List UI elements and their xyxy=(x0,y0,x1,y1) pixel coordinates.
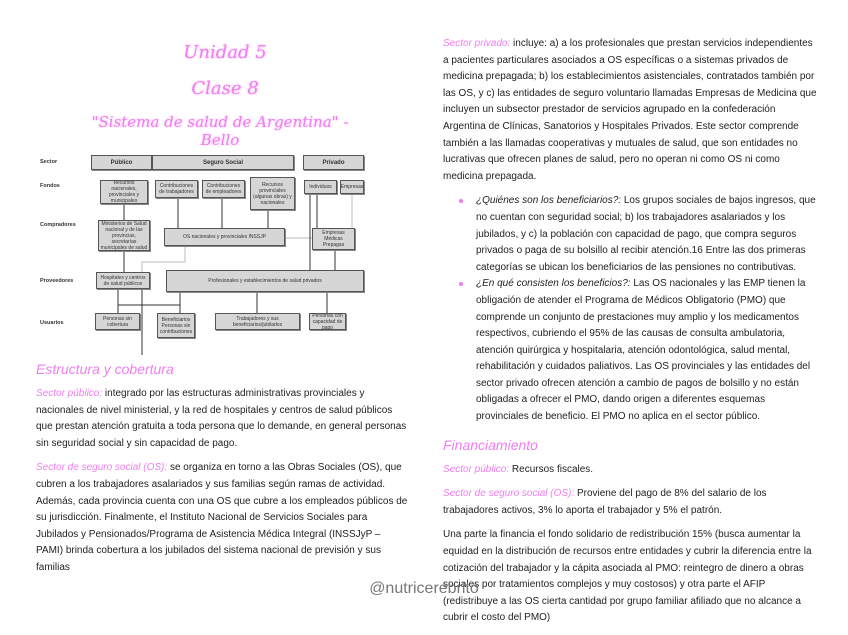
sector-publico: Público xyxy=(91,155,152,170)
term-sector-seguro-social: Sector de seguro social (OS): xyxy=(443,488,575,500)
right-column xyxy=(443,36,818,635)
paragraph-sector-privado xyxy=(443,36,818,185)
text: Recursos fiscales. xyxy=(509,463,594,475)
buyer-ministries: Ministerios de Salud nacional y de las provincias, secretarías municipales de salud xyxy=(98,220,150,251)
row-label-fondos: Fondos xyxy=(40,183,60,189)
fund-employer-contributions: Contribuciones de empleadores xyxy=(202,180,245,198)
row-label-usuarios: Usuarios xyxy=(40,320,64,326)
provider-public-hospitals: Hospitales y centros de salud públicos xyxy=(96,272,150,289)
question: ¿Quiénes son los beneficiarios?: xyxy=(476,195,622,207)
list-item xyxy=(459,276,818,425)
watermark: @nutricerebrito xyxy=(369,580,479,597)
row-label-proveedores: Proveedores xyxy=(40,278,74,284)
unit-title: Unidad 5 xyxy=(183,42,267,63)
text: integrado por las estructuras administrativas provinciales y nacionales de nivel ministerial, y la red de hospitales y centros de salud públicos que prestan atención gratuita a toda persona que lo demande, en general personas sin seguridad social y sin capacidad de pago. xyxy=(36,388,407,449)
user-beneficiaries: Beneficiarios Personas sin contribuciones xyxy=(157,313,195,338)
fund-provincial-resources: Recursos provinciales (algunas obras) y nacionales xyxy=(250,177,295,210)
buyer-os-inssjp: OS nacionales y provinciales INSSJP xyxy=(164,228,285,246)
text: incluye: a) a los profesionales que prestan servicios independientes a pacientes particulares asociados a OS específicas o a sistemas privados de medicina prepagada; b) los establecimientos asistenciales, contratados también por las OS, y c) las entidades de seguro voluntario llamadas Empresas de Medicina que incluyen un subsector prestador de servicios agrupado en la confederación Argentina de Clínicas, Sanatorios y Hospitales Privados. Este sector comprende también a las llamadas cooperativas y mutuales de salud, que son entidades no lucrativas que ofrecen planes de salud, pero no operan ni como OS ni como medicina prepagada. xyxy=(443,38,817,182)
row-label-compradores: Compradores xyxy=(40,222,76,228)
paragraph-financiamiento-os xyxy=(443,486,818,519)
list-item xyxy=(459,193,818,276)
bullet-list xyxy=(459,193,818,425)
buyer-prepaid: Empresas Médicas Prepagas xyxy=(312,228,355,250)
fund-individuals: Individuos xyxy=(304,180,337,194)
fund-worker-contributions: Contribuciones de trabajadores xyxy=(155,180,198,198)
document-subtitle: "Sistema de salud de Argentina" - Bello xyxy=(91,113,349,149)
provider-private: Profesionales y establecimientos de salud privados xyxy=(166,270,364,292)
row-label-sector: Sector xyxy=(40,159,58,165)
paragraph-sector-publico xyxy=(36,386,408,452)
left-column xyxy=(36,360,408,585)
paragraph-fondo-solidario: Una parte la financia el fondo solidario de redistribución 15% (busca aumentar la equidad en la distribución de recursos entre entidades y cubrir la diferencia entre la cotización del trabajador y la cápita asociada al PMO: reintegro de dinero a obras sociales por tratamientos complejos y muy costosos) y otra parte el AFIP (redistribuye a las OS cierta cantidad por grupo familiar afiliado que no alcance a cubrir el costo del PMO) xyxy=(443,529,812,624)
term-sector-publico: Sector público: xyxy=(443,463,510,475)
section-heading-financiamiento: Financiamiento xyxy=(443,436,538,453)
text: se organiza en torno a las Obras Sociales (OS), que cubren a los trabajadores asalariados y sus familias según ramas de actividad. Además, cada provincia cuenta con una OS que cubre a los empleados públicos de su jurisdicción. Finalmente, el Instituto Nacional de Servicios Sociales para Jubilados y Pensionados/Programa de Asistencia Médica Integral (INSSJyP – PAMI) brinda cobertura a los jubilados del sistema nacional de previsión y sus familias xyxy=(36,462,408,573)
user-paying: Personas con capacidad de pago xyxy=(309,313,346,330)
health-system-diagram xyxy=(30,150,375,355)
fund-public-resources: Recursos nacionales, provinciales y municipales xyxy=(100,180,148,204)
section-heading-estructura: Estructura y cobertura xyxy=(36,361,174,377)
sector-privado: Privado xyxy=(303,155,364,170)
paragraph-sector-seguro-social xyxy=(36,460,408,576)
paragraph-financiamiento-publico xyxy=(443,462,818,479)
sector-seguro-social: Seguro Social xyxy=(152,155,294,170)
term-sector-publico: Sector público: xyxy=(36,388,103,399)
text: Los grupos sociales de bajos ingresos, que no cuentan con seguridad social; b) los trabajadores asalariados y los jubilados, y c) la población con capacidad de pago, que compra seguros privados o paga de su bolsillo al recibir atención.16 Entre las dos primeras categorías se ubican los beneficiarios de las pensiones no contributivas. xyxy=(476,195,816,273)
term-sector-seguro-social: Sector de seguro social (OS): xyxy=(36,462,168,474)
user-uninsured: Personas sin cobertura xyxy=(95,313,140,330)
text: Proviene del pago de 8% del salario de los trabajadores activos, 3% lo aporta el trabajador y 5% el patrón. xyxy=(443,488,767,516)
term-sector-privado: Sector privado: xyxy=(443,38,511,49)
user-workers: Trabajadores y sus beneficiarios/jubilados xyxy=(215,313,300,330)
question: ¿En qué consisten los beneficios?: xyxy=(476,278,631,290)
fund-companies: Empresas xyxy=(340,180,364,194)
class-title: Clase 8 xyxy=(191,78,259,99)
text: Las OS nacionales y las EMP tienen la obligación de atender el Programa de Médicos Obligatorio (PMO) que comprende un conjunto de prestaciones muy amplio y los medicamentos respectivos, cubriendo el 95% de las causas de consulta ambulatoria, atención quirúrgica y hospitalaria, atención odontológica, salud mental, rehabilitación y cuidados paliativos. Las OS provinciales y las entidades del sector privado ofrecen atención a cambio de pagos de bolsillo y no están obligadas a ofrecer el PMO, dando origen a diferentes esquemas provinciales de beneficio. El PMO no aplica en el sector público. xyxy=(476,278,811,423)
